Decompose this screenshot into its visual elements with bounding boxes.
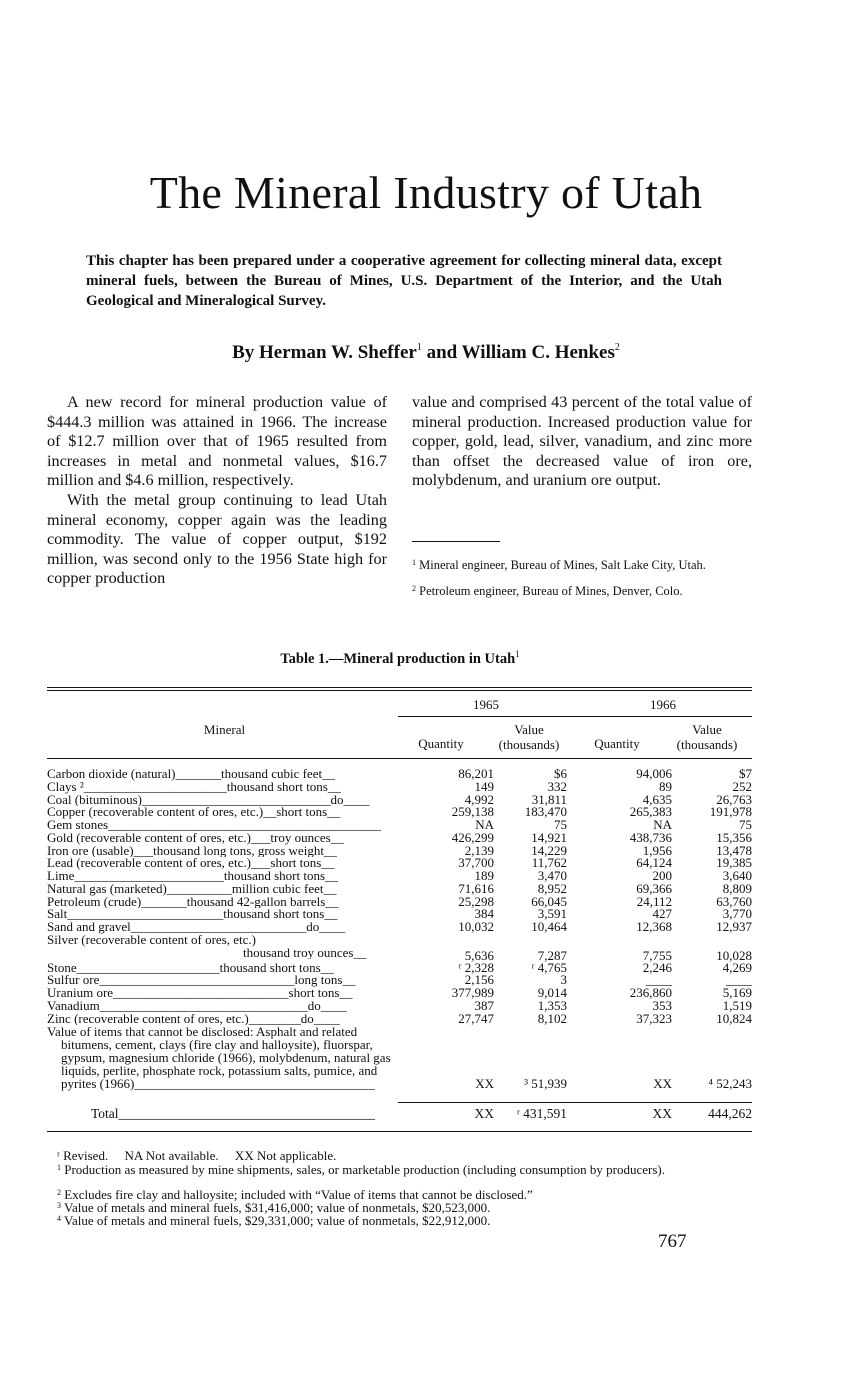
cell-value-1966: 19,385	[716, 855, 752, 871]
table-body	[47, 768, 752, 1090]
table-top-rule-double	[47, 690, 752, 691]
author-footnote-1	[412, 557, 752, 572]
table-row	[47, 857, 752, 870]
cell-quantity-1965: ʳ 2,328	[458, 959, 494, 975]
footnote-text: Value of metals and mineral fuels, $31,416,000; value of nonmetals, $20,523,000.	[64, 1200, 491, 1215]
row-label: Copper (recoverable content of ores, etc.)__short tons__	[47, 806, 341, 819]
footnote-mark: 2	[57, 1188, 61, 1197]
cell-quantity-1966: 4,635	[642, 791, 672, 807]
author-1: Herman W. Sheffer	[259, 342, 417, 363]
cell-value-1965: 14,921	[531, 829, 567, 845]
row-label: Coal (bituminous)_____________________________do____	[47, 793, 370, 807]
byline-prefix: By	[232, 342, 255, 363]
cell-quantity-1965: 5,636	[464, 947, 494, 963]
value-line-1: Value	[692, 722, 722, 737]
cell-quantity-1966: 265,383	[629, 804, 672, 820]
cell-quantity-1965: 384	[474, 906, 494, 922]
cell-quantity-1966: 94,006	[636, 766, 672, 781]
cell-quantity-1966: 236,860	[629, 985, 672, 1000]
row-label: Silver (recoverable content of ores, etc.)	[47, 933, 256, 947]
cell-quantity-1966: 2,246	[642, 959, 672, 975]
col-header-1965: 1965	[473, 697, 499, 712]
cell-quantity-1966: 353	[652, 997, 672, 1013]
table-row	[47, 768, 752, 781]
row-label: Vanadium________________________________do____	[47, 999, 347, 1013]
row-label: Petroleum (crude)_______thousand 42-gallon barrels__	[47, 895, 339, 909]
table-bottom-rule	[47, 1131, 752, 1132]
cell-value-1965: 9,014	[537, 985, 567, 1000]
cell-value-1965: 3,591	[537, 906, 567, 922]
cell-quantity-1965: 71,616	[458, 880, 494, 896]
row-label: Sulfur ore______________________________long tons__	[47, 974, 356, 987]
cell-quantity-1965: 37,700	[458, 855, 494, 871]
col-header-quantity-1966: Quantity	[594, 736, 640, 751]
page-number: 767	[658, 1231, 687, 1252]
cell-quantity-1965: XX	[475, 1075, 494, 1091]
cell-quantity-1966: 89	[659, 778, 672, 794]
col-header-value-1965	[484, 722, 574, 752]
cell-value-1965: ʳ 4,765	[531, 959, 567, 975]
table-footnote-1	[47, 1162, 752, 1177]
table-row	[47, 987, 752, 1000]
col-header-1966: 1966	[650, 697, 676, 712]
cell-value-1966: 26,763	[716, 791, 752, 807]
row-label: Sand and gravel___________________________do____	[47, 921, 346, 934]
cell-quantity-1966: 64,124	[636, 855, 672, 871]
cell-quantity-1966: 69,366	[636, 880, 672, 896]
total-top-rule	[398, 1102, 752, 1103]
row-label: Total______________________________________	[91, 1106, 376, 1121]
row-label: Carbon dioxide (natural)_______thousand cubic feet__	[47, 768, 336, 781]
table-row	[47, 806, 752, 819]
cell-value-1965: ³ 51,939	[524, 1075, 567, 1091]
footnote-text: Production as measured by mine shipments, sales, or marketable production (including consumption by producers).	[64, 1162, 666, 1177]
row-label: Uranium ore___________________________short tons__	[47, 987, 353, 1000]
footnote-mark: 3	[57, 1201, 61, 1210]
cell-quantity-1965: NA	[475, 817, 494, 832]
value-line-2: (thousands)	[676, 737, 738, 752]
cell-value-1966: 10,028	[716, 947, 752, 963]
footnote-rule	[412, 541, 500, 542]
cell-quantity-1965: 2,156	[464, 972, 494, 988]
cell-value-1966: 252	[732, 778, 752, 794]
cell-value-1965: 31,811	[531, 791, 567, 807]
cell-quantity-1966: 1,956	[642, 842, 672, 858]
cell-quantity-1965: 2,139	[464, 842, 494, 858]
cell-quantity-1965: 189	[474, 868, 494, 883]
byline	[0, 342, 852, 364]
table-footnote-4	[47, 1213, 752, 1228]
row-label: Value of items that cannot be disclosed: Asphalt and related bitumens, cement, clays (fire clay and halloysite), fluorspar, gypsum, magnesium chloride (1966), molybdenum, natural gas liquids, perlite, phosphate rock, potassium salts, pumice, and pyrites (1966)_____________________________________	[47, 1024, 391, 1092]
cell-value-1965: 66,045	[531, 893, 567, 909]
footnote-mark: 1	[412, 558, 416, 567]
cell-value-1965: 10,464	[531, 919, 567, 934]
cell-value-1966: 75	[739, 817, 752, 832]
body-right-column	[412, 393, 752, 491]
col-header-quantity-1965: Quantity	[418, 736, 464, 751]
value-line-1: Value	[514, 722, 544, 737]
footnote-mark: 2	[412, 584, 416, 593]
row-label-unit: thousand troy ounces__	[243, 946, 367, 960]
cell-quantity-1966: 200	[652, 868, 672, 883]
cell-value-1966: 1,519	[722, 997, 752, 1013]
cell-value-1965: 14,229	[531, 842, 567, 858]
cell-quantity-1965: XX	[474, 1106, 494, 1121]
cell-quantity-1965: 149	[474, 778, 494, 794]
cell-value-1966: ____	[726, 972, 752, 988]
table-row	[47, 921, 752, 934]
cell-value-1966: $7	[739, 766, 752, 781]
footnote-text: Value of metals and mineral fuels, $29,331,000; value of nonmetals, $22,912,000.	[64, 1213, 491, 1228]
row-label: Lead (recoverable content of ores, etc.)___short tons__	[47, 857, 335, 870]
cell-quantity-1966: 438,736	[629, 829, 672, 845]
cell-quantity-1965: 27,747	[458, 1010, 494, 1026]
cell-quantity-1966: NA	[653, 817, 672, 832]
row-label: Zinc (recoverable content of ores, etc.)________do____	[47, 1012, 340, 1026]
footnote-text: Excludes fire clay and halloysite; included with “Value of items that cannot be disclosed.”	[64, 1187, 533, 1202]
cell-quantity-1966: 7,755	[642, 947, 672, 963]
cell-quantity-1965: 25,298	[458, 893, 494, 909]
body-paragraph-2: With the metal group continuing to lead Utah mineral economy, copper again was the leading commodity. The value of copper output, $192 million, was second only to the 1956 State high for copper production	[47, 490, 387, 588]
table-row	[47, 893, 752, 909]
body-left-column	[47, 393, 387, 589]
row-label: Clays ²______________________thousand short tons__	[47, 780, 341, 794]
byline-connector: and	[426, 342, 458, 363]
body-paragraph-3: value and comprised 43 percent of the total value of mineral production. Increased production value for copper, gold, lead, silver, vanadium, and zinc more than offset the decreased value of iron ore, molybdenum, and uranium ore output.	[412, 393, 752, 490]
cell-value-1966: 444,262	[708, 1106, 752, 1121]
cell-value-1965: 183,470	[524, 804, 567, 820]
author-2-footnote-mark: 2	[614, 342, 620, 353]
cell-value-1965: 8,952	[537, 880, 567, 896]
row-label: Gold (recoverable content of ores, etc.)___troy ounces__	[47, 831, 344, 845]
table-row-total	[47, 1106, 752, 1122]
author-footnote-2	[412, 583, 752, 598]
cell-value-1965: 3,470	[537, 868, 567, 883]
cell-value-1966: 63,760	[716, 893, 752, 909]
cell-value-1965: 75	[554, 817, 567, 832]
year-header-rule	[398, 716, 752, 717]
cell-value-1965: 11,762	[531, 855, 567, 871]
cell-value-1966: 4,269	[722, 959, 752, 975]
footnote-text: Petroleum engineer, Bureau of Mines, Denver, Colo.	[419, 584, 683, 598]
cell-quantity-1965: 259,138	[451, 804, 494, 820]
row-label: Lime_______________________thousand short tons__	[47, 870, 339, 883]
cell-quantity-1966: XX	[652, 1106, 672, 1121]
footnote-mark: 1	[57, 1163, 61, 1172]
row-label: Stone______________________thousand short tons__	[47, 961, 334, 975]
cell-quantity-1966: ____	[646, 972, 672, 988]
value-line-2: (thousands)	[498, 737, 560, 752]
col-header-value-1966	[660, 722, 754, 752]
header-bottom-rule	[47, 758, 752, 759]
col-header-mineral: Mineral	[203, 722, 246, 737]
author-1-footnote-mark: 1	[416, 342, 422, 353]
cell-value-1965: ʳ 431,591	[516, 1106, 567, 1121]
cell-value-1966: 3,640	[722, 868, 752, 883]
author-2: William C. Henkes	[461, 342, 615, 363]
cell-value-1966: 5,169	[722, 985, 752, 1000]
cell-quantity-1965: 86,201	[458, 766, 494, 781]
body-paragraph-1: A new record for mineral production value of $444.3 million was attained in 1966. The increase of $12.7 million over that of 1965 resulted from increases in metal and nonmetal values, $16.7 million and $4.6 million, respectively.	[47, 393, 387, 490]
cell-value-1966: 191,978	[709, 804, 752, 820]
cell-value-1966: 12,937	[716, 919, 752, 934]
footnote-text: Mineral engineer, Bureau of Mines, Salt Lake City, Utah.	[419, 558, 706, 572]
cell-value-1966: 10,824	[716, 1010, 752, 1026]
table-row-silver-label	[47, 934, 752, 947]
footnote-mark: 4	[57, 1214, 61, 1223]
cell-value-1965: 7,287	[537, 947, 567, 963]
cell-quantity-1966: 427	[652, 906, 672, 922]
prefatory-note: This chapter has been prepared under a cooperative agreement for collecting mineral data, except mineral fuels, between the Bureau of Mines, U.S. Department of the Interior, and the Utah Geological and Mineralogical Survey.	[86, 253, 722, 309]
table-row-undisclosed	[47, 1025, 752, 1090]
page-title: The Mineral Industry of Utah	[149, 167, 703, 218]
cell-quantity-1966: 12,368	[636, 919, 672, 934]
row-label: Gem stones__________________________________________	[47, 819, 382, 832]
row-label: Iron ore (usable)___thousand long tons, gross weight__	[47, 844, 337, 858]
cell-value-1966: 8,809	[722, 880, 752, 896]
cell-value-1965: 1,353	[537, 997, 567, 1013]
cell-value-1965: 8,102	[537, 1010, 567, 1026]
cell-quantity-1965: 10,032	[458, 919, 494, 934]
cell-quantity-1965: 377,989	[451, 985, 494, 1000]
cell-value-1965: 3	[560, 972, 567, 988]
cell-quantity-1965: 426,299	[451, 829, 494, 845]
cell-value-1966: 3,770	[722, 906, 752, 922]
table-caption-text: Table 1.—Mineral production in Utah	[280, 651, 516, 667]
cell-value-1966: ⁴ 52,243	[708, 1075, 752, 1091]
cell-quantity-1965: 4,992	[464, 791, 494, 807]
cell-quantity-1966: XX	[653, 1075, 672, 1091]
table-caption	[0, 649, 800, 668]
table-caption-mark: 1	[515, 649, 520, 659]
cell-value-1966: 13,478	[716, 842, 752, 858]
cell-quantity-1965: 387	[474, 997, 494, 1013]
cell-value-1965: $6	[554, 766, 567, 781]
table-footnote-legend: ʳ Revised. NA Not available. XX Not applicable.	[57, 1148, 337, 1163]
row-label: Natural gas (marketed)__________million cubic feet__	[47, 882, 337, 896]
table-top-rule	[47, 687, 752, 688]
cell-value-1966: 15,356	[716, 829, 752, 845]
cell-quantity-1966: 37,323	[636, 1010, 672, 1026]
row-label: Salt________________________thousand short tons__	[47, 908, 338, 921]
cell-quantity-1966: 24,112	[636, 893, 672, 909]
cell-value-1965: 332	[547, 778, 567, 794]
